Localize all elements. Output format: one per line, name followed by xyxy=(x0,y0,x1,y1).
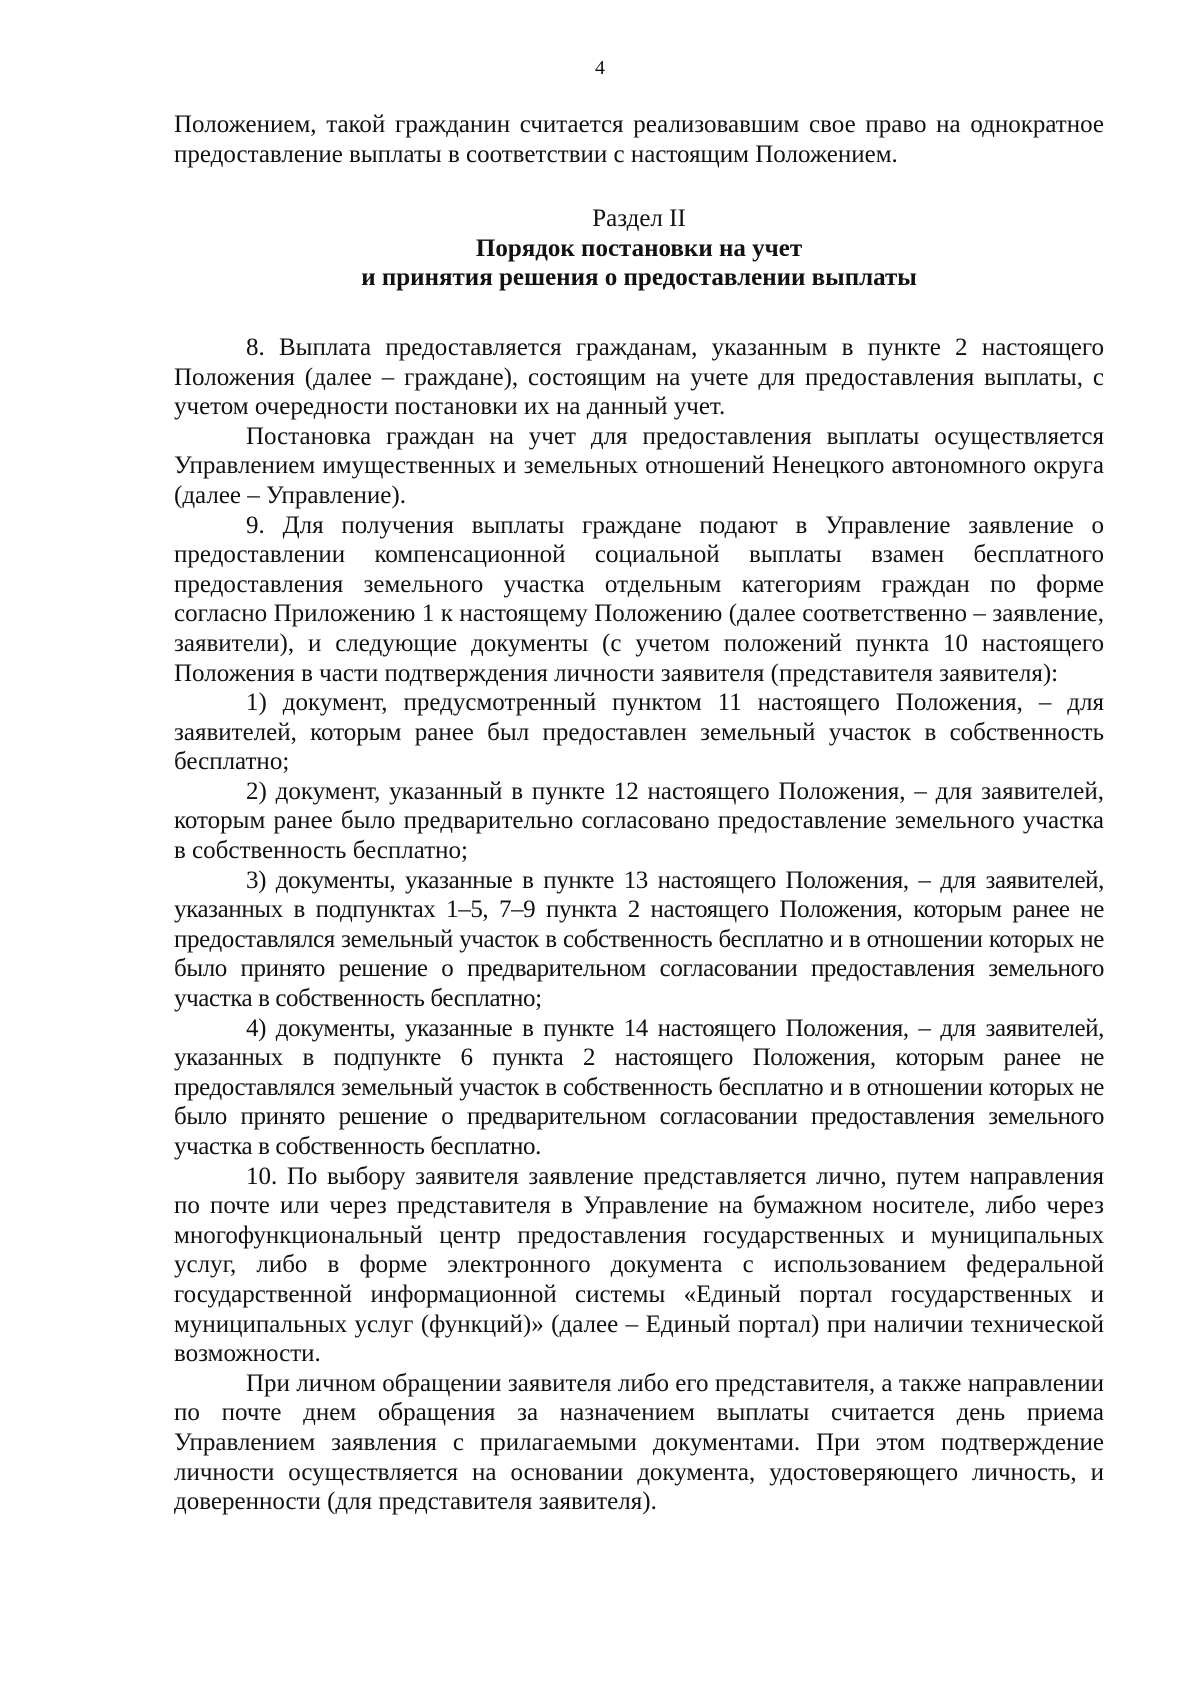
paragraph-registration: Постановка граждан на учет для предоставления выплаты осуществляется Управлением имущественных и земельных отношений Ненецкого автономного округа (далее – Управление). xyxy=(174,422,1104,509)
paragraph-9: 9. Для получения выплаты граждане подают в Управление заявление о предоставлении компенсационной социальной выплаты взамен бесплатного предоставления земельного участка отдельным категориям граждан по форме согласно Приложению 1 к настоящему Положению (далее соответственно – заявление, заявители), и следующие документы (с учетом положений пункта 10 настоящего Положения в части подтверждения личности заявителя (представителя заявителя): xyxy=(174,511,1104,687)
paragraph-8: 8. Выплата предоставляется гражданам, указанным в пункте 2 настоящего Положения (далее – граждане), состоящим на учете для предоставления выплаты, с учетом очередности постановки их на данный учет. xyxy=(174,333,1104,421)
section-label: Раздел II xyxy=(592,205,686,233)
document-body xyxy=(174,110,1104,1517)
intro-paragraph: Положением, такой гражданин считается реализовавшим свое право на однократное предоставление выплаты в соответствии с настоящим Положением. xyxy=(174,111,1104,168)
section-title-line-2: и принятия решения о предоставлении выплаты xyxy=(361,264,917,292)
list-item-4: 4) документы, указанные в пункте 14 настоящего Положения, – для заявителей, указанных в подпункте 6 пункта 2 настоящего Положения, которым ранее не предоставлялся земельный участок в собственность бесплатно и в отношении которых не было принято решение о предварительном согласовании предоставления земельного участка в собственность бесплатно. xyxy=(174,1014,1104,1160)
list-item-2: 2) документ, указанный в пункте 12 настоящего Положения, – для заявителей, которым ранее было предварительно согласовано предоставление земельного участка в собственность бесплатно; xyxy=(174,777,1104,865)
page-number: 4 xyxy=(595,57,605,79)
paragraph-personal-appeal: При личном обращении заявителя либо его представителя, а также направлении по почте днем обращения за назначением выплаты считается день приема Управлением заявления с прилагаемыми документами. При этом подтверждение личности осуществляется на основании документа, удостоверяющего личность, и доверенности (для представителя заявителя). xyxy=(174,1369,1104,1516)
section-title-line-1: Порядок постановки на учет xyxy=(475,234,803,262)
section-heading xyxy=(174,204,1104,293)
list-item-1: 1) документ, предусмотренный пунктом 11 настоящего Положения, – для заявителей, которым ранее был предоставлен земельный участок в собственность бесплатно; xyxy=(174,689,1104,776)
list-item-3: 3) документы, указанные в пункте 13 настоящего Положения, – для заявителей, указанных в подпунктах 1–5, 7–9 пункта 2 настоящего Положения, которым ранее не предоставлялся земельный участок в собственность бесплатно и в отношении которых не было принято решение о предварительном согласовании предоставления земельного участка в собственность бесплатно; xyxy=(174,866,1104,1013)
paragraph-10: 10. По выбору заявителя заявление представляется лично, путем направления по почте или через представителя в Управление на бумажном носителе, либо через многофункциональный центр предоставления государственных и муниципальных услуг, либо в форме электронного документа с использованием федеральной государственной информационной системы «Единый портал государственных и муниципальных услуг (функций)» (далее – Единый портал) при наличии технической возможности. xyxy=(174,1162,1104,1368)
